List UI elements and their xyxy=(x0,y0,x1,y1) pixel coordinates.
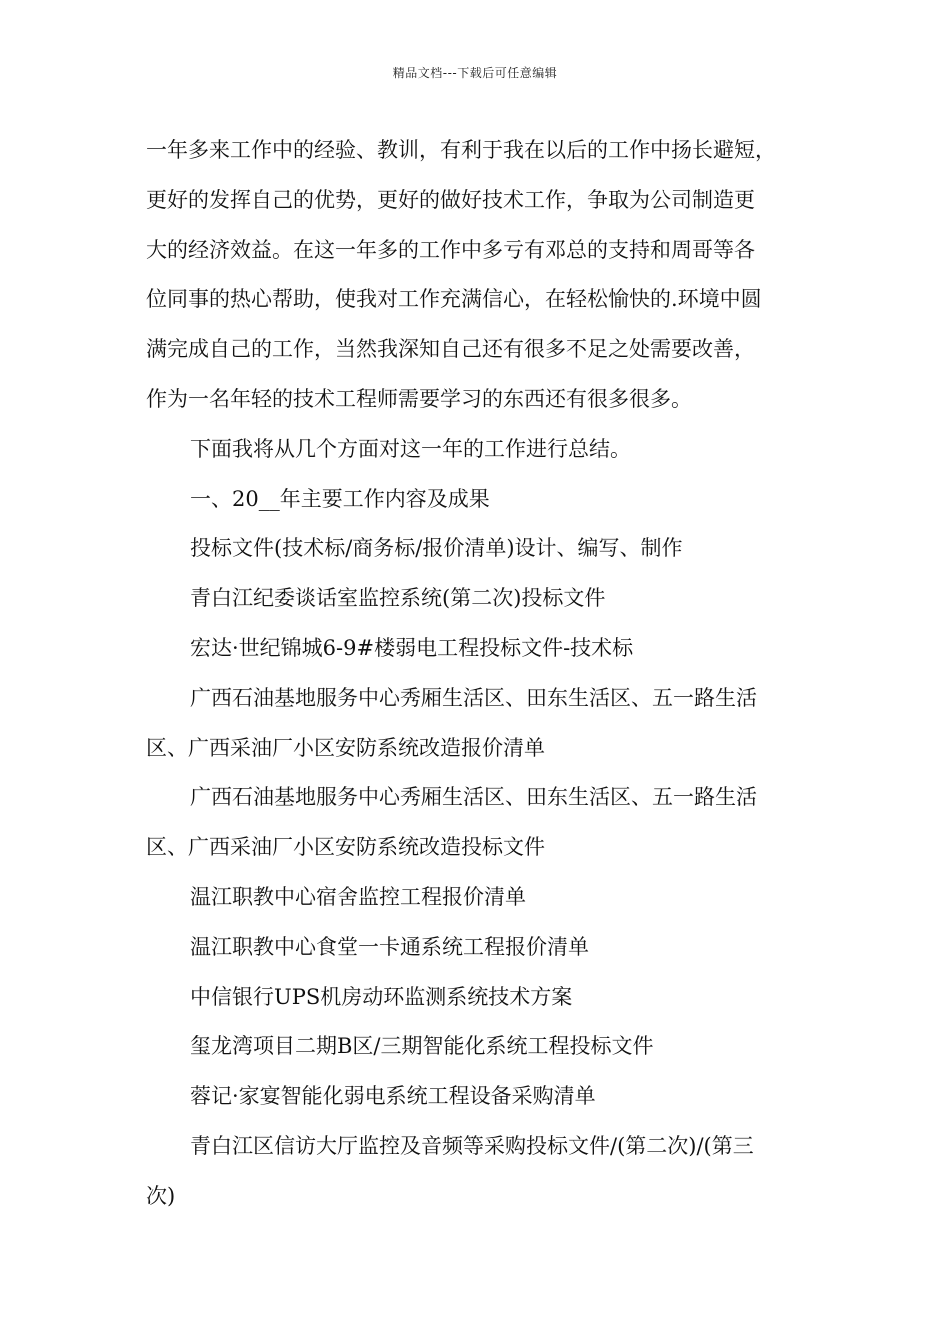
list-item: 温江职教中心宿舍监控工程报价清单 xyxy=(190,884,526,909)
list-item: 宏达·世纪锦城6-9#楼弱电工程投标文件-技术标 xyxy=(190,635,634,660)
text-line: 投标文件(技术标/商务标/报价清单)设计、编写、制作 xyxy=(190,536,683,561)
section-heading: 一、20__年主要工作内容及成果 xyxy=(190,486,490,511)
text-line: 满完成自己的工作，当然我深知自己还有很多不足之处需要改善， xyxy=(146,337,755,362)
page-header: 精品文档---下载后可任意编辑 xyxy=(392,66,558,80)
list-item-continuation: 区、广西采油厂小区安防系统改造投标文件 xyxy=(146,835,545,860)
list-item: 蓉记·家宴智能化弱电系统工程设备采购清单 xyxy=(190,1084,596,1109)
list-item: 青白江纪委谈话室监控系统(第二次)投标文件 xyxy=(190,586,606,611)
text-line: 一年多来工作中的经验、教训，有利于我在以后的工作中扬长避短， xyxy=(146,138,776,162)
list-item-continuation: 次) xyxy=(146,1183,176,1208)
text-line: 位同事的热心帮助，使我对工作充满信心，在轻松愉快的.环境中圆 xyxy=(146,287,762,312)
text-line: 更好的发挥自己的优势，更好的做好技术工作，争取为公司制造更 xyxy=(146,187,755,212)
list-item: 广西石油基地服务中心秀厢生活区、田东生活区、五一路生活 xyxy=(190,685,757,710)
list-item: 广西石油基地服务中心秀厢生活区、田东生活区、五一路生活 xyxy=(190,785,757,810)
text-line: 下面我将从几个方面对这一年的工作进行总结。 xyxy=(190,436,631,461)
list-item: 玺龙湾项目二期B区/三期智能化系统工程投标文件 xyxy=(190,1034,654,1059)
list-item: 青白江区信访大厅监控及音频等采购投标文件/(第二次)/(第三 xyxy=(190,1133,754,1158)
list-item: 温江职教中心食堂一卡通系统工程报价清单 xyxy=(190,934,589,959)
list-item-continuation: 区、广西采油厂小区安防系统改造报价清单 xyxy=(146,735,545,760)
text-line: 作为一名年轻的技术工程师需要学习的东西还有很多很多。 xyxy=(146,386,692,411)
text-line: 大的经济效益。在这一年多的工作中多亏有邓总的支持和周哥等各 xyxy=(146,237,755,262)
list-item: 中信银行UPS机房动环监测系统技术方案 xyxy=(190,984,573,1009)
document-body xyxy=(146,126,822,1222)
